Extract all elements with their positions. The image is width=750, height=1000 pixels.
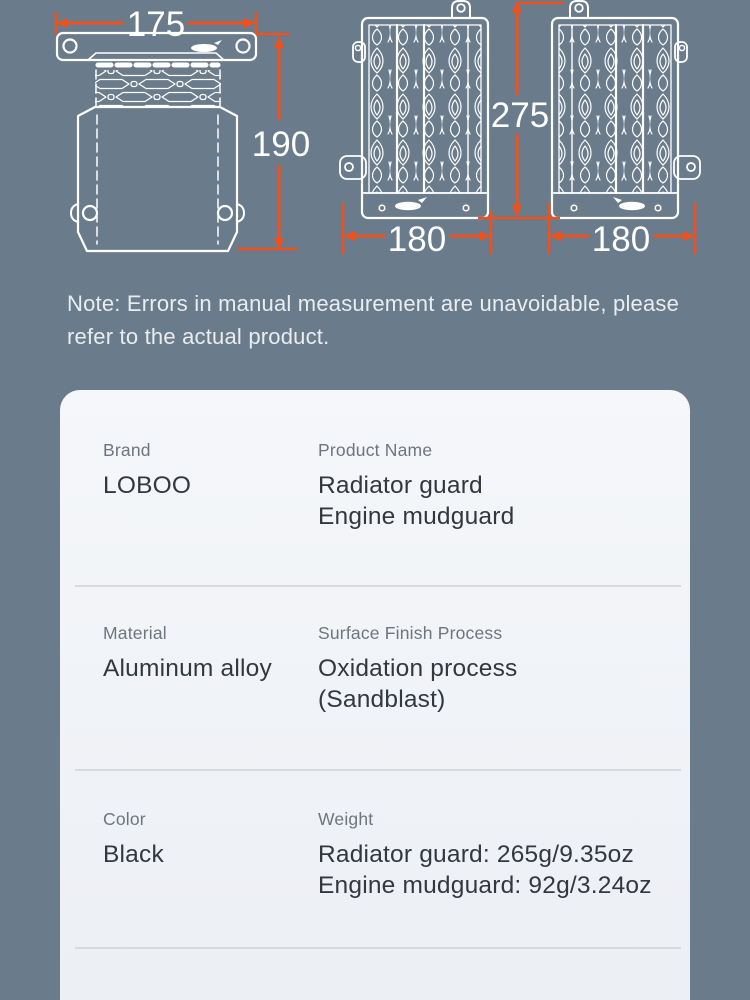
- spec-product-name-value-line1: Radiator guard: [318, 472, 483, 499]
- loboo-logo-mark: [191, 40, 222, 52]
- bracket-hole-right: [237, 40, 250, 53]
- spec-weight-value-line2: Engine mudguard: 92g/3.24oz: [318, 872, 652, 899]
- divider: [75, 585, 681, 587]
- dim-panel-right-width: [549, 203, 695, 259]
- dim-label-190: 190: [251, 125, 311, 164]
- loboo-logo-mark: [395, 197, 427, 210]
- bracket-hole-left: [64, 40, 77, 53]
- spec-weight: [318, 809, 678, 901]
- dim-panel-left-width: [343, 203, 491, 259]
- spec-product-name-label: Product Name: [318, 440, 433, 460]
- guard-side-hole-right: [218, 206, 232, 220]
- spec-product-name-value-line2: Engine mudguard: [318, 503, 515, 530]
- spec-material-value: Aluminum alloy: [103, 655, 272, 682]
- dim-label-275: 275: [490, 96, 550, 135]
- spec-color-label: Color: [103, 809, 146, 829]
- spec-color-value: Black: [103, 841, 164, 868]
- spec-surface-finish: [318, 623, 678, 715]
- spec-material: [103, 623, 308, 684]
- spec-brand-value: LOBOO: [103, 472, 192, 499]
- dim-label-180-right: 180: [591, 220, 651, 259]
- spec-weight-value-line1: Radiator guard: 265g/9.35oz: [318, 841, 634, 868]
- spec-card: [60, 390, 690, 1000]
- guard-side-hole-left: [83, 206, 97, 220]
- spec-surface-finish-label: Surface Finish Process: [318, 623, 503, 643]
- spec-brand: [103, 440, 308, 501]
- spec-brand-label: Brand: [103, 440, 151, 460]
- divider: [75, 769, 681, 771]
- dimension-diagram: [0, 0, 750, 290]
- radiator-guard-drawing: [57, 33, 256, 251]
- radiator-panel-left-drawing: [340, 1, 488, 218]
- spec-surface-finish-value-line1: Oxidation process: [318, 655, 518, 682]
- dim-panel-height: [478, 1, 563, 218]
- spec-material-label: Material: [103, 623, 167, 643]
- guard-body: [78, 107, 237, 251]
- dim-label-175: 175: [126, 5, 186, 44]
- measurement-note: Note: Errors in manual measurement are unavoidable, please refer to the actual product.: [67, 291, 680, 349]
- radiator-panel-right-drawing: [552, 1, 700, 218]
- spec-product-name: [318, 440, 678, 532]
- divider: [75, 947, 681, 949]
- dim-guard-width: [56, 5, 256, 44]
- spec-weight-label: Weight: [318, 809, 374, 829]
- spec-color: [103, 809, 308, 870]
- dim-label-180-left: 180: [387, 220, 447, 259]
- spec-surface-finish-value-line2: (Sandblast): [318, 686, 446, 713]
- dim-guard-height: [237, 34, 310, 250]
